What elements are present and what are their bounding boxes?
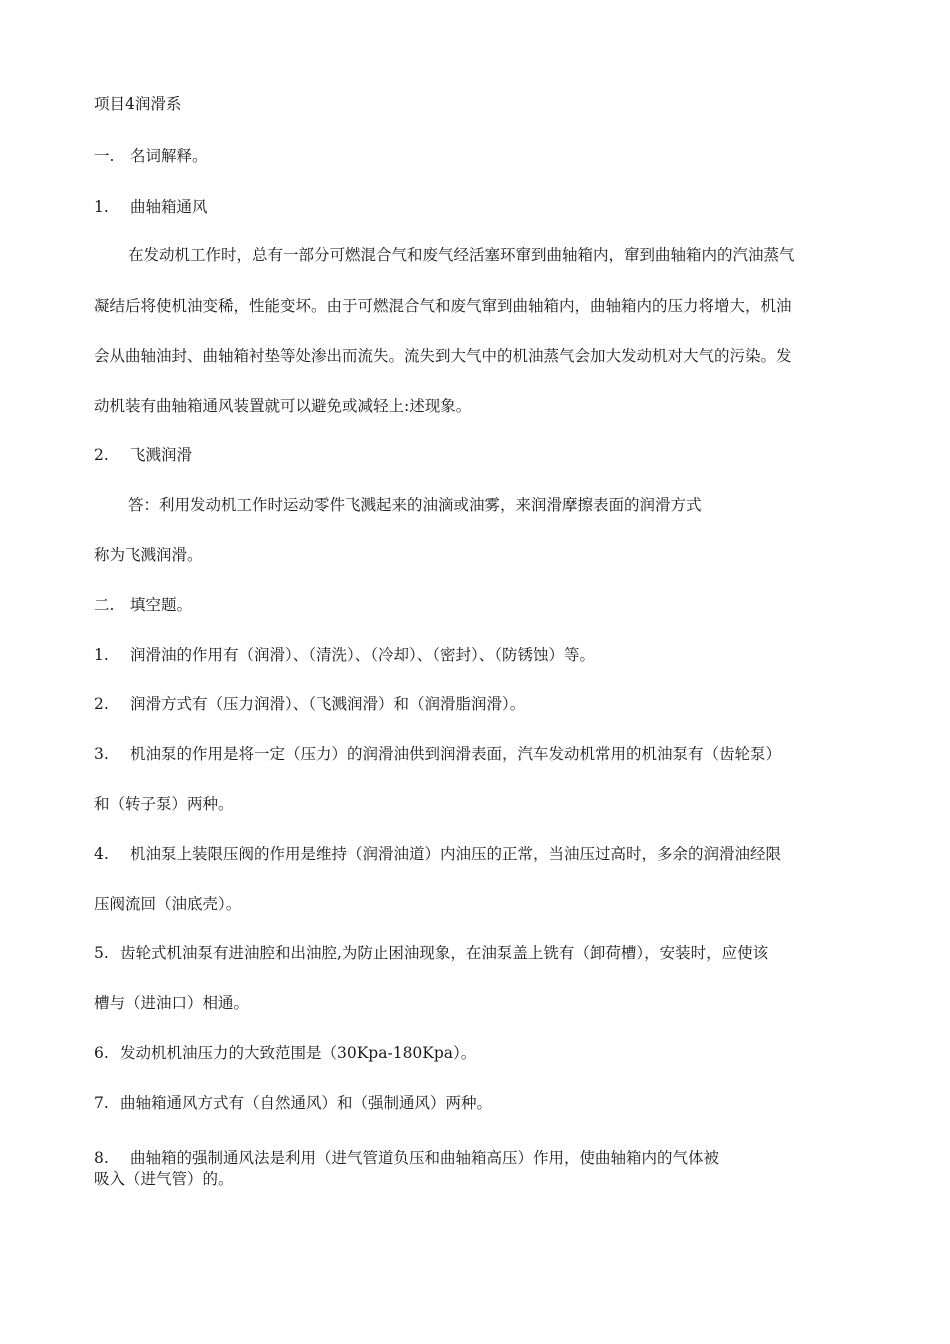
section-number: 二. <box>94 596 115 614</box>
section-heading-definitions <box>94 146 208 166</box>
item-text: 润滑方式有（压力润滑）、（飞溅润滑）和（润滑脂润滑）。 <box>130 695 526 713</box>
section-label: 名词解释。 <box>130 147 208 165</box>
answer-1-line-4: 动机装有曲轴箱通风装置就可以避免或减轻上:述现象。 <box>94 397 472 415</box>
question-number: 2. <box>94 446 109 464</box>
fill-item-1 <box>94 645 595 665</box>
item-number: 4. <box>94 845 109 863</box>
item-number: 8. <box>94 1149 109 1167</box>
question-label: 飞溅润滑 <box>130 446 193 464</box>
item-text: 曲轴箱通风方式有（自然通风）和（强制通风）两种。 <box>120 1094 493 1112</box>
answer-2-line-1: 答：利用发动机工作时运动零件飞溅起来的油滴或油雾，来润滑摩擦表面的润滑方式 <box>128 496 702 514</box>
fill-item-2 <box>94 694 525 714</box>
section-number: 一. <box>94 147 115 165</box>
answer-1-line-3: 会从曲轴油封、曲轴箱衬垫等处渗出而流失。流失到大气中的机油蒸气会加大发动机对大气的污染。发 <box>94 347 792 365</box>
fill-item-8 <box>94 1148 719 1168</box>
answer-1-line-2: 凝结后将使机油变稀，性能变坏。由于可燃混合气和废气窜到曲轴箱内，曲轴箱内的压力将增大，机油 <box>94 297 792 315</box>
doc-title: 项目4润滑系 <box>94 95 182 113</box>
item-text: 润滑油的作用有（润滑）、（清洗）、（冷却）、（密封）、（防锈蚀）等。 <box>130 646 596 664</box>
fill-item-5 <box>94 943 768 963</box>
item-text: 机油泵上装限压阀的作用是维持（润滑油道）内油压的正常，当油压过高时，多余的润滑油经限 <box>130 845 782 863</box>
question-label: 曲轴箱通风 <box>130 198 208 216</box>
answer-2-line-2: 称为飞溅润滑。 <box>94 546 203 564</box>
item-number: 7. <box>94 1094 109 1112</box>
question-number: 1. <box>94 198 109 216</box>
fill-item-3-continued: 和（转子泵）两种。 <box>94 795 234 813</box>
answer-1-line-1: 在发动机工作时，总有一部分可燃混合气和废气经活塞环窜到曲轴箱内，窜到曲轴箱内的汽油蒸气 <box>128 246 795 264</box>
fill-item-4 <box>94 844 781 864</box>
item-text: 机油泵的作用是将一定（压力）的润滑油供到润滑表面，汽车发动机常用的机油泵有（齿轮泵） <box>130 745 782 763</box>
section-heading-fill-in <box>94 595 192 615</box>
fill-item-4-continued: 压阀流回（油底壳）。 <box>94 895 242 913</box>
item-text: 齿轮式机油泵有进油腔和出油腔,为防止困油现象，在油泵盖上铣有（卸荷槽），安装时，应使该 <box>120 944 769 962</box>
section-label: 填空题。 <box>130 596 193 614</box>
item-number: 1. <box>94 646 109 664</box>
question-heading-1 <box>94 197 208 217</box>
item-number: 2. <box>94 695 109 713</box>
item-number: 6. <box>94 1044 109 1062</box>
item-text: 发动机机油压力的大致范围是（30Kpa-180Kpa）。 <box>120 1044 477 1062</box>
item-text: 曲轴箱的强制通风法是利用（进气管道负压和曲轴箱高压）作用，使曲轴箱内的气体被 <box>130 1149 720 1167</box>
fill-item-5-continued: 槽与（进油口）相通。 <box>94 994 250 1012</box>
question-heading-2 <box>94 445 192 465</box>
item-number: 5. <box>94 944 109 962</box>
fill-item-8-continued: 吸入（进气管）的。 <box>94 1170 234 1188</box>
fill-item-3 <box>94 744 781 764</box>
item-number: 3. <box>94 745 109 763</box>
fill-item-7 <box>94 1093 492 1113</box>
fill-item-6 <box>94 1043 476 1063</box>
